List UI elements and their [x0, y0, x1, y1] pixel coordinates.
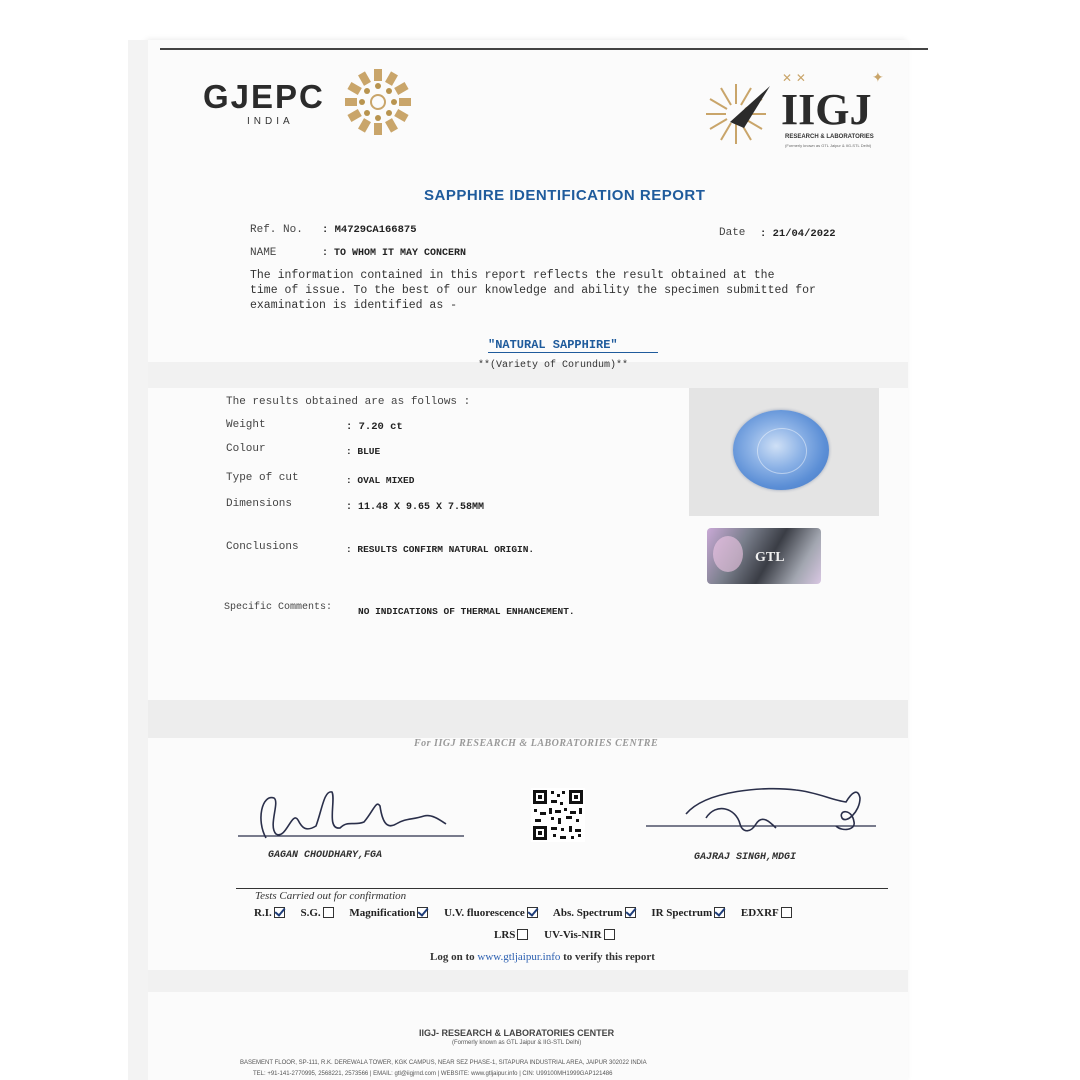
intro-line-2: time of issue. To the best of our knowledge and ability the specimen submitted for: [250, 284, 816, 297]
cut-value: : OVAL MIXED: [346, 475, 415, 486]
date-value: : 21/04/2022: [760, 228, 836, 240]
signature-left: [236, 780, 466, 860]
iigj-logo-text: IIGJ: [781, 85, 872, 134]
colour-label: Colour: [226, 443, 266, 455]
test-ir-checkbox[interactable]: [714, 907, 725, 918]
test-ir-label: IR Spectrum: [651, 907, 713, 919]
verify-prefix: Log on to: [430, 951, 475, 963]
gemstone-photo: [689, 388, 879, 516]
test-uvvis-checkbox[interactable]: [604, 929, 615, 940]
fold-band: [148, 700, 908, 738]
intro-line-3: examination is identified as -: [250, 299, 458, 312]
ref-value: : M4729CA166875: [322, 224, 417, 236]
verdict: "NATURAL SAPPHIRE": [488, 338, 618, 352]
gjepc-emblem-icon: [340, 66, 416, 138]
header-top-rule: [160, 48, 928, 50]
footer-address: BASEMENT FLOOR, SP-111, R.K. DEREWALA TOWER, KGK CAMPUS, NEAR SEZ PHASE-1, SITAPURA INDUSTRIAL AREA, JAIPUR 302022 INDIA: [240, 1060, 647, 1066]
iigj-starburst-icon: [700, 80, 772, 146]
for-line: For IIGJ RESEARCH & LABORATORIES CENTRE: [414, 738, 659, 749]
svg-text:✕ ✕: ✕ ✕: [782, 71, 806, 85]
conclusions-label: Conclusions: [226, 541, 299, 553]
comments-value: NO INDICATIONS OF THERMAL ENHANCEMENT.: [358, 606, 575, 617]
test-magnification-checkbox[interactable]: [417, 907, 428, 918]
test-uv-label: U.V. fluorescence: [444, 907, 525, 919]
test-lrs-checkbox[interactable]: [517, 929, 528, 940]
test-magnification-label: Magnification: [349, 907, 416, 919]
test-uv-checkbox[interactable]: [527, 907, 538, 918]
intro-line-1: The information contained in this report reflects the result obtained at the: [250, 269, 775, 282]
signature-right: [646, 784, 878, 852]
ref-label: Ref. No.: [250, 224, 303, 236]
signatory-left-name: GAGAN CHOUDHARY,FGA: [268, 850, 383, 861]
hologram-text: GTL: [755, 550, 785, 565]
test-ri-label: R.I.: [254, 907, 272, 919]
test-uvvis-label: UV-Vis-NIR: [544, 929, 602, 941]
fold-band: [148, 970, 908, 992]
dimensions-label: Dimensions: [226, 498, 293, 510]
test-abs-label: Abs. Spectrum: [552, 907, 623, 919]
gemstone-image: [733, 410, 829, 490]
qr-code-icon: [531, 788, 585, 842]
verify-suffix: to verify this report: [563, 951, 655, 963]
iigj-logo-sub2: (Formerly known as GTL Jaipur & IIG-STL Delhi): [785, 143, 872, 148]
iigj-logo-sub: RESEARCH & LABORATORIES: [785, 134, 874, 140]
date-label: Date: [719, 227, 746, 239]
sub-verdict: **(Variety of Corundum)**: [478, 360, 629, 371]
verify-line: [430, 951, 655, 963]
svg-text:✦: ✦: [872, 70, 884, 86]
gjepc-logo-text: GJEPC: [203, 78, 325, 115]
results-intro: The results obtained are as follows :: [226, 396, 471, 408]
footer-contact: TEL: +91-141-2770995, 2568221, 2573566 | EMAIL: gtl@iigjrnd.com | WEBSITE: www.gtljaipur.info | CIN: U99100MH1999GAP121486: [253, 1071, 613, 1077]
test-ri-checkbox[interactable]: [274, 907, 285, 918]
tests-title: Tests Carried out for confirmation: [255, 890, 407, 902]
test-edxrf-checkbox[interactable]: [781, 907, 792, 918]
test-lrs-label: LRS: [494, 929, 516, 941]
footer-title: IIGJ- RESEARCH & LABORATORIES CENTER: [419, 1028, 615, 1038]
report-title: SAPPHIRE IDENTIFICATION REPORT: [424, 187, 706, 204]
sheet-edge: [128, 40, 148, 1080]
name-label: NAME: [250, 247, 277, 259]
weight-value: : 7.20 ct: [346, 421, 403, 433]
signatory-right-name: GAJRAJ SINGH,MDGI: [694, 852, 797, 863]
verdict-underline: [488, 352, 658, 353]
tests-rule: [236, 888, 888, 889]
tests-row-2: [494, 929, 628, 941]
test-sg-label: S.G.: [300, 907, 321, 919]
dimensions-value: : 11.48 X 9.65 X 7.58MM: [346, 502, 485, 513]
weight-label: Weight: [226, 419, 266, 431]
conclusions-value: : RESULTS CONFIRM NATURAL ORIGIN.: [346, 544, 535, 555]
name-value: : TO WHOM IT MAY CONCERN: [322, 248, 467, 259]
hologram-seal: [707, 528, 821, 584]
test-sg-checkbox[interactable]: [323, 907, 334, 918]
cut-label: Type of cut: [226, 472, 299, 484]
colour-value: : BLUE: [346, 446, 381, 457]
verify-link[interactable]: www.gtljaipur.info: [477, 951, 561, 963]
test-edxrf-label: EDXRF: [740, 907, 779, 919]
gjepc-logo-sub: INDIA: [247, 116, 294, 127]
footer-subtitle: (Formerly known as GTL Jaipur & IIG-STL Delhi): [452, 1040, 582, 1046]
test-abs-checkbox[interactable]: [625, 907, 636, 918]
comments-label: Specific Comments:: [224, 602, 333, 613]
tests-row-1: [254, 907, 805, 919]
